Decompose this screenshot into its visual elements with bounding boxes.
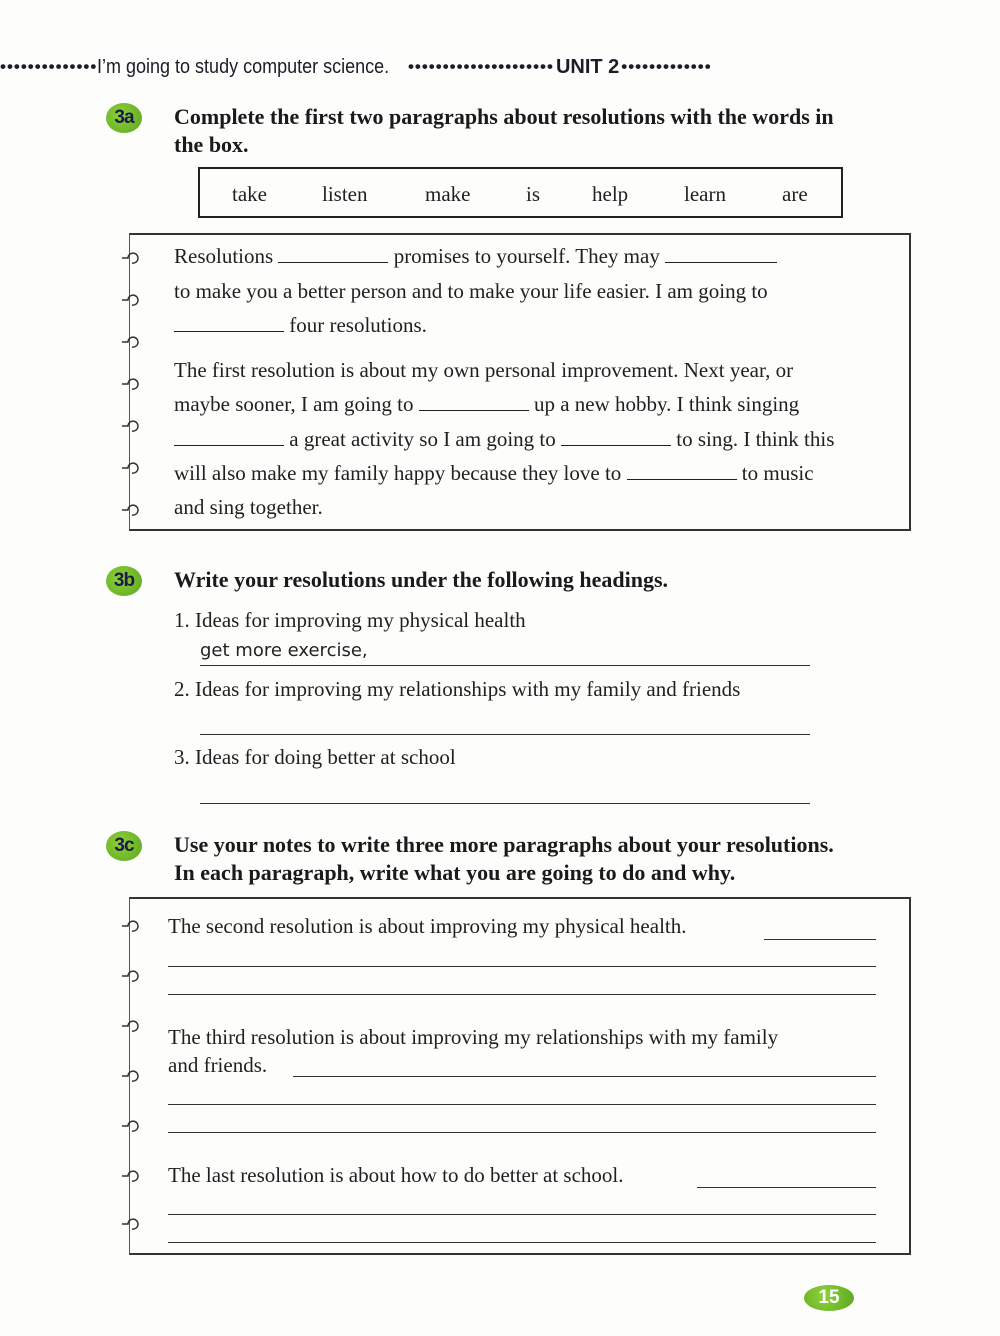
paragraph1-line2: to make you a better person and to make your life easier. I am going to bbox=[174, 279, 768, 303]
word-are: are bbox=[782, 182, 808, 206]
ring-icon bbox=[122, 1117, 142, 1135]
heading-item-2: 2. Ideas for improving my relationships with my family and friends bbox=[174, 677, 741, 701]
text-segment: maybe sooner, I am going to bbox=[174, 392, 414, 416]
ring-icon bbox=[122, 501, 142, 519]
paragraph2-line1: The first resolution is about my own personal improvement. Next year, or bbox=[174, 358, 794, 382]
word-make: make bbox=[425, 182, 471, 206]
writing-line[interactable] bbox=[168, 1104, 876, 1105]
blank-5[interactable] bbox=[174, 431, 284, 446]
writing-line[interactable] bbox=[764, 939, 876, 940]
heading-item-3: 3. Ideas for doing better at school bbox=[174, 745, 456, 769]
prompt-third-resolution-cont: and friends. bbox=[168, 1053, 268, 1077]
ring-icon bbox=[122, 417, 142, 435]
heading-item-1: 1. Ideas for improving my physical health bbox=[174, 608, 526, 632]
writing-line[interactable] bbox=[697, 1187, 876, 1188]
ring-icon bbox=[122, 1067, 142, 1085]
blank-4[interactable] bbox=[419, 396, 529, 411]
paragraph2-line5: and sing together. bbox=[174, 495, 323, 519]
blank-6[interactable] bbox=[561, 431, 671, 446]
word-learn: learn bbox=[684, 182, 726, 206]
text-segment: up a new hobby. I think singing bbox=[533, 392, 800, 416]
header-dots-right: ••••••••••••• bbox=[621, 57, 712, 76]
ring-icon bbox=[122, 459, 142, 477]
ring-icon bbox=[122, 967, 142, 985]
text-segment: to music bbox=[741, 461, 814, 485]
ring-icon bbox=[122, 1017, 142, 1035]
blank-3[interactable] bbox=[174, 317, 284, 332]
exercise-badge-3c: 3c bbox=[106, 831, 142, 861]
blank-1[interactable] bbox=[278, 248, 388, 263]
writing-line[interactable] bbox=[168, 1132, 876, 1133]
exercise-3c-instruction bbox=[174, 831, 834, 887]
exercise-badge-3b: 3b bbox=[106, 566, 142, 596]
text-segment: Resolutions bbox=[174, 244, 274, 268]
prompt-second-resolution: The second resolution is about improving my physical health. bbox=[168, 914, 687, 938]
paragraph1-line1 bbox=[174, 244, 777, 269]
writing-line[interactable] bbox=[168, 994, 876, 995]
ring-icon bbox=[122, 249, 142, 267]
writing-line[interactable] bbox=[168, 966, 876, 967]
prompt-last-resolution: The last resolution is about how to do better at school. bbox=[168, 1163, 624, 1187]
ring-icon bbox=[122, 333, 142, 351]
blank-2[interactable] bbox=[665, 248, 777, 263]
ring-icon bbox=[122, 291, 142, 309]
paragraph2-line4 bbox=[174, 461, 814, 486]
instruction-line-1: Use your notes to write three more paragraphs about your resolutions. bbox=[174, 832, 834, 857]
ring-icon bbox=[122, 1215, 142, 1233]
instruction-line-2: In each paragraph, write what you are going to do and why. bbox=[174, 860, 736, 885]
writing-line[interactable] bbox=[168, 1242, 876, 1243]
exercise-3b-instruction: Write your resolutions under the following headings. bbox=[174, 567, 669, 592]
word-help: help bbox=[592, 182, 629, 206]
exercise-3a-instruction bbox=[174, 103, 834, 159]
answer-line-3[interactable] bbox=[200, 803, 810, 804]
answer-line-2[interactable] bbox=[200, 734, 810, 735]
text-segment: will also make my family happy because they love to bbox=[174, 461, 622, 485]
unit-label: UNIT 2 bbox=[555, 55, 620, 78]
answer-line-1[interactable] bbox=[200, 665, 810, 666]
word-box bbox=[198, 167, 843, 218]
page-header bbox=[0, 52, 1000, 82]
instruction-line-1: Complete the first two paragraphs about resolutions with the words in bbox=[174, 104, 834, 129]
header-dots-left: •••••••••••••• bbox=[0, 57, 98, 76]
ring-icon bbox=[122, 1167, 142, 1185]
blank-7[interactable] bbox=[627, 465, 737, 480]
paragraph1-line3 bbox=[174, 313, 427, 338]
word-listen: listen bbox=[322, 182, 368, 206]
writing-line[interactable] bbox=[168, 1214, 876, 1215]
exercise-badge-3a: 3a bbox=[106, 103, 142, 133]
paragraph2-line3 bbox=[174, 427, 834, 452]
text-segment: four resolutions. bbox=[289, 313, 427, 337]
answer-item-1[interactable]: get more exercise, bbox=[200, 640, 368, 661]
text-segment: to sing. I think this bbox=[676, 427, 835, 451]
ring-icon bbox=[122, 375, 142, 393]
paragraph2-line2 bbox=[174, 392, 799, 417]
header-dots-mid: ••••••••••••••••••••• bbox=[407, 57, 554, 76]
page-number: 15 bbox=[804, 1285, 854, 1311]
text-segment: promises to yourself. They may bbox=[393, 244, 660, 268]
word-take: take bbox=[232, 182, 267, 206]
text-segment: a great activity so I am going to bbox=[289, 427, 556, 451]
prompt-third-resolution: The third resolution is about improving my relationships with my family bbox=[168, 1025, 779, 1049]
ring-icon bbox=[122, 917, 142, 935]
word-is: is bbox=[526, 182, 541, 206]
header-title: I’m going to study computer science. bbox=[97, 55, 390, 78]
writing-line[interactable] bbox=[293, 1076, 876, 1077]
instruction-line-2: the box. bbox=[174, 132, 249, 157]
